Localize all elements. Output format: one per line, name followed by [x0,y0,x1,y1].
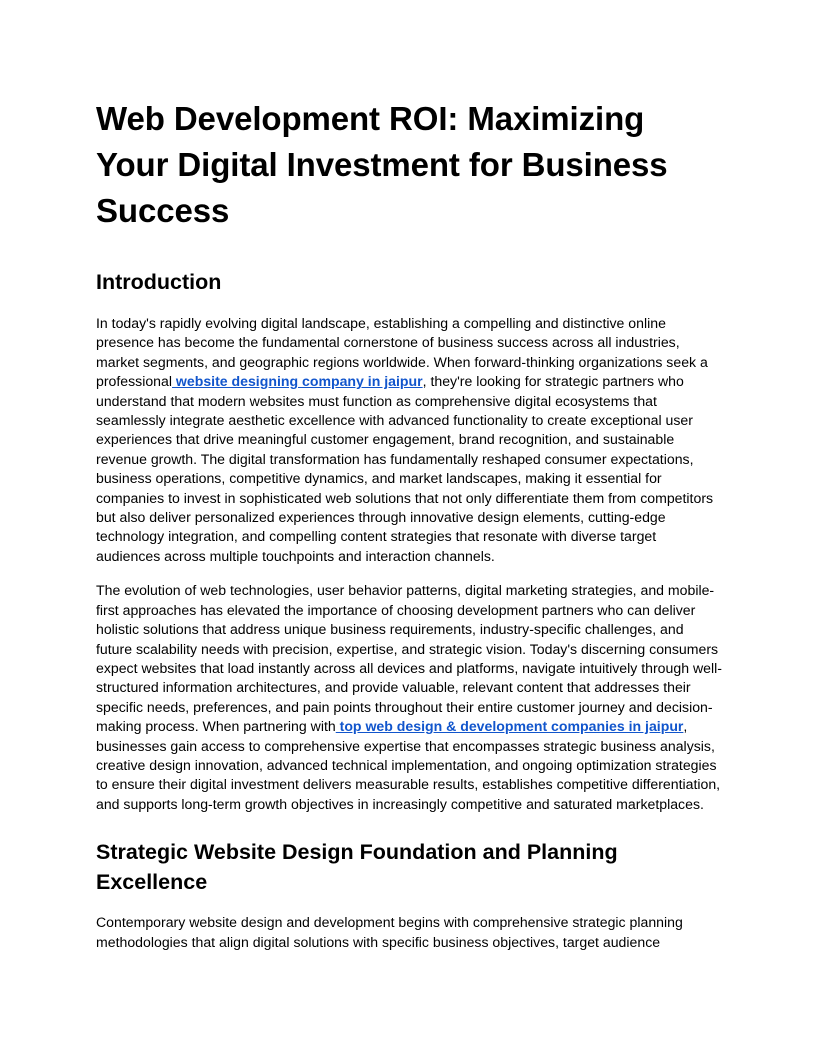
paragraph [96,314,722,566]
top-web-design-companies-link[interactable]: top web design & development companies in jaipur [335,718,684,735]
website-designing-company-link[interactable]: website designing company in jaipur [172,373,423,390]
section-heading-introduction: Introduction [96,270,222,294]
paragraph-text: , they're looking for strategic partners who understand that modern websites must function as comprehensive digital ecosystems that seamlessly integrate aesthetic excellence with advanced functionality to create exceptional user experiences that drive meaningful customer engagement, brand recognition, and sustainable revenue growth. The digital transformation has fundamentally reshaped consumer expectations, business operations, competitive dynamics, and market landscapes, making it essential for companies to invest in sophisticated web solutions that not only differentiate them from competitors but also deliver personalized experiences through innovative design elements, cutting-edge technology integration, and compelling content strategies that resonate with diverse target audiences across multiple touchpoints and interaction channels. [96,373,714,564]
paragraph [96,581,722,814]
paragraph-text: The evolution of web technologies, user behavior patterns, digital marketing strategies, and mobile-first approaches has elevated the importance of choosing development partners who can deliver holistic solutions that address unique business requirements, industry-specific challenges, and future scalability needs with precision, expertise, and strategic vision. Today's discerning consumers expect websites that load instantly across all devices and platforms, navigate intuitively through well-structured information architectures, and provide valuable, relevant content that addresses their specific needs, preferences, and pain points throughout their entire customer journey and decision-making process. When partnering with [96,582,722,735]
document-body [96,96,722,952]
section-heading-strategic-design: Strategic Website Design Foundation and Planning Excellence [96,840,618,895]
paragraph: Contemporary website design and development begins with comprehensive strategic planning methodologies that align digital solutions with specific business objectives, target audience [96,914,683,950]
document-title: Web Development ROI: Maximizing Your Digital Investment for Business Success [96,100,668,229]
paragraph-text: In today's rapidly evolving digital landscape, establishing a compelling and distinctive online presence has become the fundamental cornerstone of business success across all industries, market segments, and geographic regions worldwide. When forward-thinking organizations seek a professional [96,315,708,390]
paragraph-text: , businesses gain access to comprehensive expertise that encompasses strategic business analysis, creative design innovation, advanced technical implementation, and ongoing optimization strategies to ensure their digital investment delivers measurable results, establishes competitive differentiation, and supports long-term growth objectives in increasingly competitive and saturated marketplaces. [96,718,721,812]
